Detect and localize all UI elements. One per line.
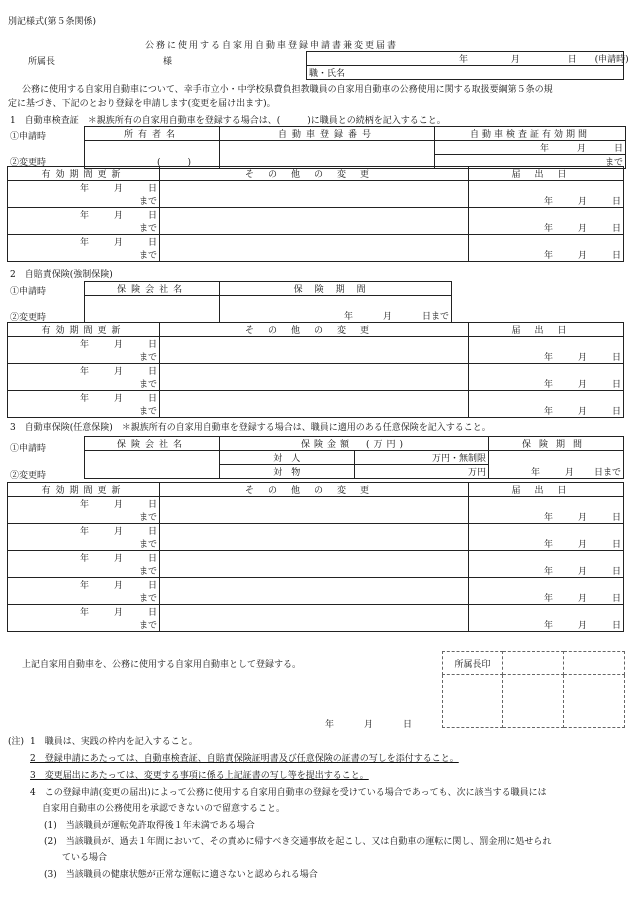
header-table	[306, 51, 629, 80]
dept-head-label: 所属長	[28, 57, 56, 67]
owner-cell[interactable]: ( )	[85, 141, 220, 169]
sec2-change-label: ②変更時	[10, 313, 47, 323]
sec3-person-cell[interactable]: 万円・無制限	[354, 451, 489, 465]
intro-line2: 定に基づき、下記のとおり登録を申請します(変更を届け出ます)。	[8, 99, 276, 109]
seal-box[interactable]	[564, 675, 625, 728]
sec3-person-label: 対 人	[220, 451, 355, 465]
sec1-report-header: 届出日	[469, 167, 624, 181]
table-row[interactable]: 年 月 日 まで 年 月 日	[8, 364, 624, 391]
sec2-heading: 2 自賠責保険(強制保険)	[10, 270, 113, 280]
table-row[interactable]: 年 月 日 まで 年 月 日	[8, 497, 624, 524]
sec3-other-header: その他の変更	[160, 483, 469, 497]
sec1-renew-header: 有効期間更新	[8, 167, 160, 181]
sec2-renew-header: 有効期間更新	[8, 323, 160, 337]
form-title: 公務に使用する自家用自動車登録申請書兼変更届書	[145, 41, 399, 51]
note-3: 3 変更届出にあたっては、変更する事項に係る上記証書の写し等を提出すること。	[30, 771, 369, 781]
sama-label: 様	[163, 57, 173, 67]
table-row[interactable]: 年 月 日 まで 年 月 日	[8, 337, 624, 364]
note-sub-2a: (2) 当該職員が、過去１年間において、その責めに帰すべき交通事故を起こし、又は自動車の運転に関し、罰金刑に処せられ	[44, 837, 552, 847]
note-1: 1 職員は、実践の枠内を記入すること。	[30, 737, 198, 747]
sec3-change-label: ②変更時	[10, 471, 47, 481]
seal-box[interactable]	[503, 652, 564, 675]
table-row[interactable]: 年 月 日 まで 年 月 日	[8, 391, 624, 418]
note-sub-1: (1) 当該職員が運転免許取得後１年未満である場合	[44, 821, 255, 831]
sec3-changes-table	[7, 482, 624, 632]
sec1-changes-table	[7, 166, 624, 262]
seal-box[interactable]	[443, 675, 503, 728]
table-row[interactable]: 年 月 日 まで 年 月 日	[8, 181, 624, 208]
sec2-insurer-cell[interactable]	[85, 296, 220, 323]
note-sub-3: (3) 当該職員の健康状態が正常な運転に適さないと認められる場合	[44, 870, 318, 880]
note-4a: 4 この登録申請(変更の届出)によって公務に使用する自家用自動車の登録を受けている場合であっても、次に該当する職員には	[30, 788, 547, 798]
sec3-heading: 3 自動車保険(任意保険) ＊親族所有の自家用自動車を登録する場合は、職員に適用のある任意保険を記入すること。	[10, 423, 491, 433]
sec3-period-header: 保険期間	[489, 437, 624, 451]
sec3-insurer-cell[interactable]	[85, 451, 220, 479]
sec1-heading: 1 自動車検査証 ＊親族所有の自家用自動車を登録する場合は、( )に職員との続柄を記入すること。	[10, 116, 446, 126]
sec3-period-cell[interactable]: 年 月 日まで	[489, 451, 624, 479]
sec3-renew-header: 有効期間更新	[8, 483, 160, 497]
seal-box[interactable]	[503, 675, 564, 728]
regno-cell[interactable]	[220, 141, 435, 169]
sec2-report-header: 届出日	[469, 323, 624, 337]
validity-cell[interactable]: 年 月 日	[435, 141, 626, 155]
form-id: 別記様式(第５条関係)	[8, 17, 97, 27]
sec1-table	[84, 126, 626, 169]
table-row[interactable]: 年 月 日 まで 年 月 日	[8, 524, 624, 551]
sec3-property-label: 対 物	[220, 465, 355, 479]
sec3-report-header: 届出日	[469, 483, 624, 497]
sec2-changes-table	[7, 322, 624, 418]
seal-table	[442, 651, 625, 728]
sec1-change-label: ②変更時	[10, 158, 47, 168]
note-4b: 自家用自動車の公務使用を承認できないので留意すること。	[42, 804, 286, 814]
note-sub-2b: ている場合	[62, 853, 108, 863]
validity-made: まで	[435, 155, 626, 169]
notes-prefix: (注)	[8, 737, 25, 747]
table-row[interactable]: 年 月 日 まで 年 月 日	[8, 578, 624, 605]
sec3-insurer-header: 保険会社名	[85, 437, 220, 451]
sec3-amount-header: 保険金額 (万円)	[220, 437, 489, 451]
position-name-cell[interactable]: 職・氏名	[307, 66, 624, 80]
regno-header: 自動車登録番号	[220, 127, 435, 141]
sec1-apply-label: ①申請時	[10, 132, 47, 142]
seal-label: 所属長印	[443, 652, 503, 675]
table-row[interactable]: 年 月 日 まで 年 月 日	[8, 208, 624, 235]
register-text: 上記自家用自動車を、公務に使用する自家用自動車として登録する。	[22, 660, 302, 670]
sec1-other-header: その他の変更	[160, 167, 469, 181]
sec3-property-cell[interactable]: 万円	[354, 465, 489, 479]
table-row[interactable]: 年 月 日 まで 年 月 日	[8, 235, 624, 262]
table-row[interactable]: 年 月 日 まで 年 月 日	[8, 605, 624, 632]
sec2-table	[84, 281, 452, 323]
sec2-insurer-header: 保険会社名	[85, 282, 220, 296]
sec3-table	[84, 436, 624, 479]
table-row[interactable]: 年 月 日 まで 年 月 日	[8, 551, 624, 578]
validity-header: 自動車検査証有効期間	[435, 127, 626, 141]
date-cell[interactable]: 年 月 日 (申請時)	[307, 52, 624, 66]
intro-line1: 公務に使用する自家用自動車について、幸手市立小・中学校県費負担教職員の自家用自動車の公務使用に関する取扱要綱第５条の規	[22, 85, 553, 95]
register-date[interactable]: 年 月 日	[325, 720, 413, 730]
sec2-apply-label: ①申請時	[10, 287, 47, 297]
sec2-other-header: その他の変更	[160, 323, 469, 337]
sec2-period-cell[interactable]: 年 月 日まで	[220, 296, 452, 323]
note-2: 2 登録申請にあたっては、自動車検査証、自賠責保険証明書及び任意保険の証書の写しを添付すること。	[30, 754, 459, 764]
sec2-period-header: 保険期間	[220, 282, 452, 296]
owner-header: 所有者名	[85, 127, 220, 141]
sec3-apply-label: ①申請時	[10, 444, 47, 454]
seal-box[interactable]	[564, 652, 625, 675]
